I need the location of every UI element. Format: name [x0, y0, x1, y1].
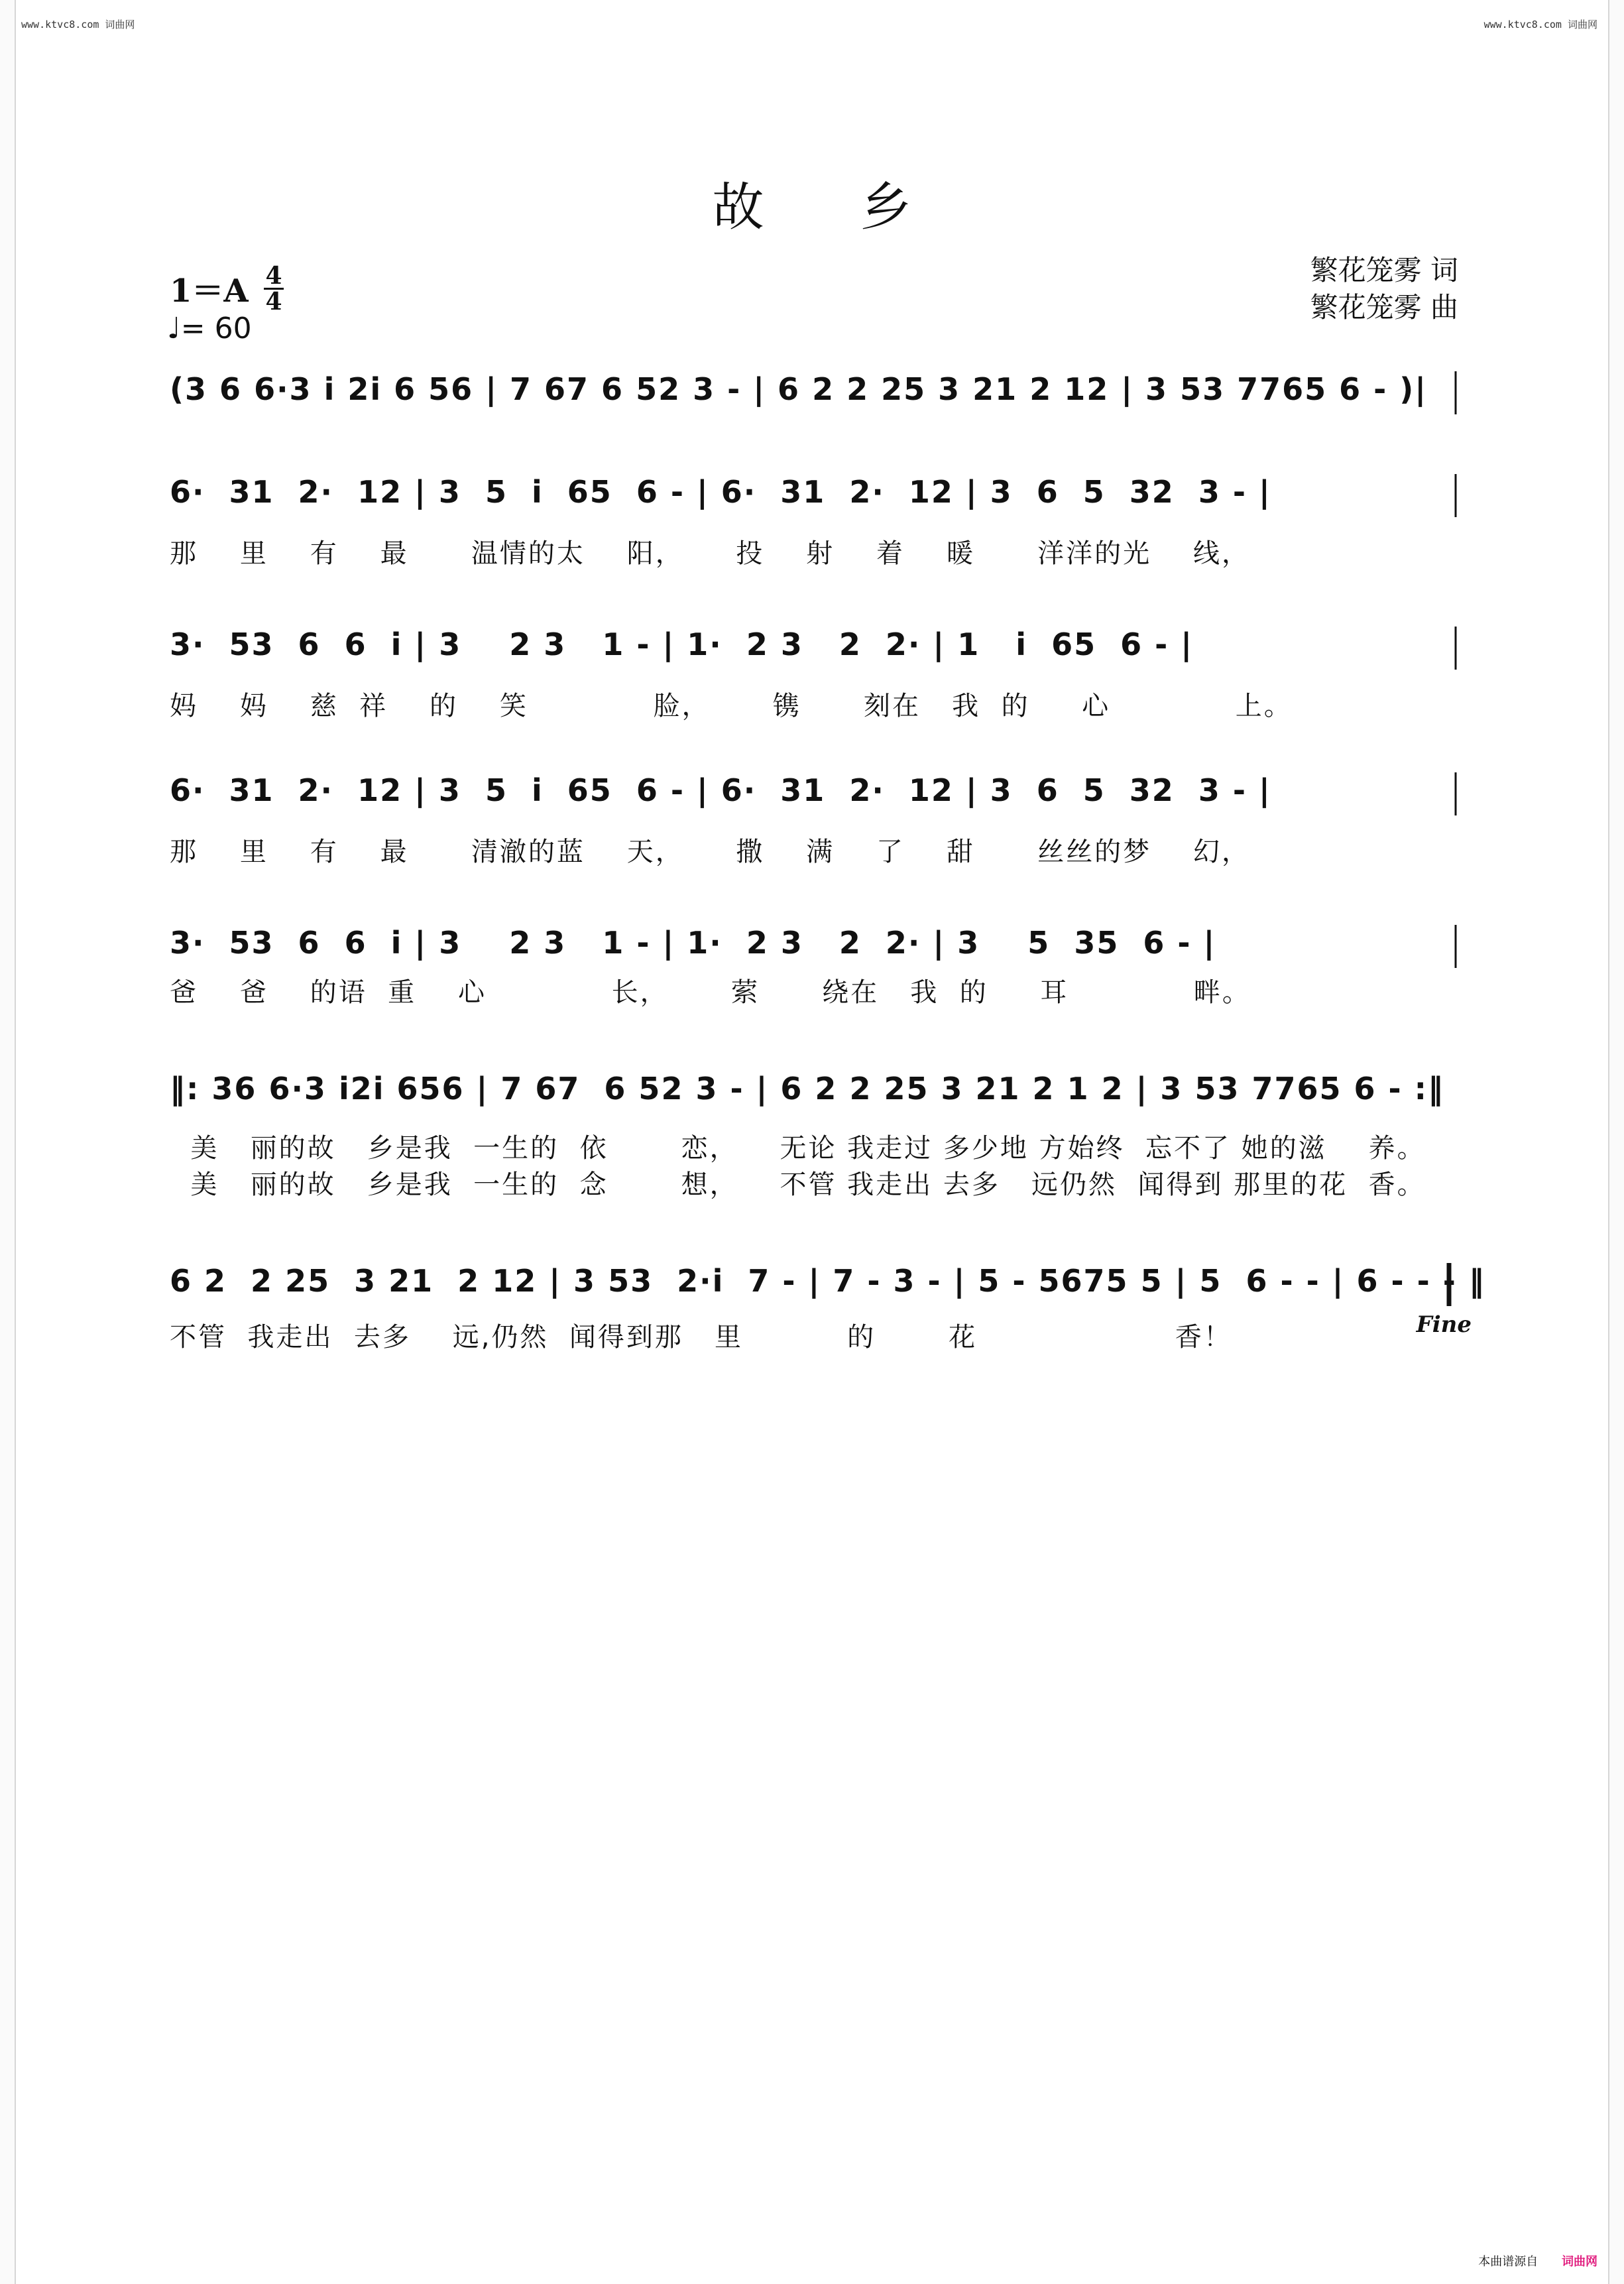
lyrics-line-2: 妈 妈 慈 祥 的 笑 脸， 镌 刻在 我 的 心 上。	[170, 691, 1293, 721]
song-title: 故 乡	[712, 178, 952, 237]
notes-line-4: 3· 53 6 6 i | 3 2 3 1 - | 1· 2 3 2 2· | 3 5 35 6 - |	[170, 925, 1216, 961]
time-bottom: 4	[265, 288, 282, 316]
notes-line-2: 3· 53 6 6 i | 3 2 3 1 - | 1· 2 3 2 2· | 1 i 65 6 - |	[170, 627, 1194, 662]
lyrics-line-4: 爸 爸 的语 重 心 长， 萦 绕在 我 的 耳 畔。	[170, 977, 1251, 1008]
credits	[1310, 252, 1458, 326]
time-top: 4	[265, 262, 282, 290]
key-signature: 1＝A	[170, 272, 249, 310]
lyrics-line-6: 不管 我走出 去多 远,仍然 闻得到那 里 的 花 香！	[170, 1322, 1232, 1352]
notes-line-1: 6· 31 2· 12 | 3 5 i 65 6 - | 6· 31 2· 12 | 3 6 5 32 3 - |	[170, 474, 1271, 510]
lyricist-credit: 繁花笼雾 词	[1310, 254, 1458, 286]
lyrics-line-5b: 美 丽的故 乡是我 一生的 念 想， 不管 我走出 去多 远仍然 闻得到 那里的花 香。	[170, 1170, 1426, 1200]
site-url-left: www.ktvc8.com 词曲网	[21, 19, 135, 30]
notes-line-5: ‖: 36 6·3 i2i 656 | 7 67 6 52 3 - | 6 2 2 25 3 21 2 1 2 | 3 53 7765 6 - :‖	[170, 1071, 1445, 1107]
lyrics-line-3: 那 里 有 最 清澈的蓝 天， 撒 满 了 甜 丝丝的梦 幻，	[170, 837, 1251, 867]
notes-line-3: 6· 31 2· 12 | 3 5 i 65 6 - | 6· 31 2· 12 | 3 6 5 32 3 - |	[170, 772, 1271, 808]
lyrics-line-5a: 美 丽的故 乡是我 一生的 依 恋， 无论 我走过 多少地 方始终 忘不了 她的滋 养。	[170, 1133, 1426, 1164]
footer-source	[1478, 2252, 1597, 2269]
tempo-mark: ♩= 60	[167, 312, 252, 345]
time-signature	[264, 264, 284, 314]
right-edge-strip	[1608, 0, 1624, 2284]
composer-credit: 繁花笼雾 曲	[1310, 291, 1458, 324]
lyrics-line-1: 那 里 有 最 温情的太 阳， 投 射 着 暖 洋洋的光 线，	[170, 538, 1251, 569]
site-url-right: www.ktvc8.com 词曲网	[1483, 19, 1597, 30]
footer-text: 本曲谱源自	[1478, 2255, 1538, 2269]
notes-intro: (3 6 6·3 i 2i 6 56 | 7 67 6 52 3 - | 6 2 2 25 3 21 2 12 | 3 53 7765 6 - )|	[170, 371, 1428, 407]
notes-line-6: 6 2 2 25 3 21 2 12 | 3 53 2·i 7 - | 7 - 3 - | 5 - 5675 5 | 5 6 - - | 6 - - - ‖	[170, 1263, 1485, 1299]
fine-mark: Fine	[1416, 1311, 1472, 1338]
left-edge-strip	[0, 0, 16, 2284]
footer-brand[interactable]: 词曲网	[1562, 2255, 1597, 2269]
